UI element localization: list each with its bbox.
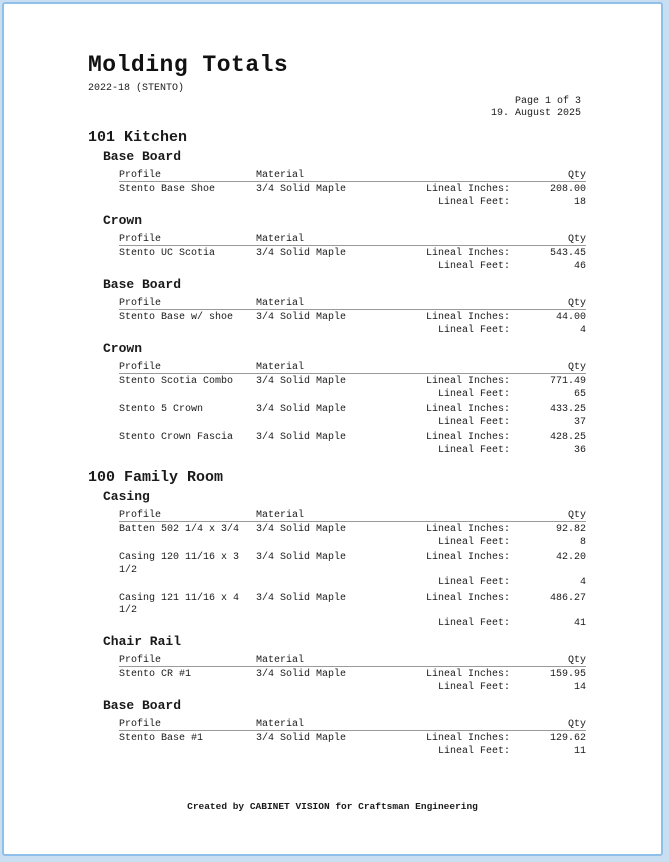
table-row: [119, 669, 586, 694]
lineal-inches-value: 433.25: [549, 404, 586, 415]
group-heading: Base Board: [103, 277, 182, 292]
row-line-feet: [119, 537, 586, 550]
profile-cell: Stento Base w/ shoe: [119, 312, 234, 323]
lineal-feet-value: 14: [573, 681, 586, 693]
group-heading: Casing: [103, 489, 150, 504]
material-cell: 3/4 Solid Maple: [256, 404, 347, 415]
lineal-inches-label: Lineal Inches:: [425, 184, 510, 195]
table-header: [119, 167, 586, 182]
row-line-inches: [119, 312, 586, 325]
profile-cell: Stento Crown Fascia: [119, 432, 234, 443]
row-line-feet: [119, 682, 586, 695]
lineal-feet-label: Lineal Feet:: [437, 536, 510, 548]
row-line-inches: [119, 404, 586, 417]
table-header: [119, 295, 586, 310]
column-header-material: Material: [256, 719, 305, 730]
group-heading: Base Board: [103, 149, 182, 164]
material-cell: 3/4 Solid Maple: [256, 184, 347, 195]
lineal-feet-label: Lineal Feet:: [437, 324, 510, 336]
row-line-inches: [119, 184, 586, 197]
material-cell: 3/4 Solid Maple: [256, 524, 347, 535]
profile-cell: Stento 5 Crown: [119, 404, 204, 415]
column-header-material: Material: [256, 234, 305, 245]
lineal-inches-label: Lineal Inches:: [425, 404, 510, 415]
row-line-feet: [119, 577, 586, 590]
table-row: [119, 248, 586, 273]
lineal-inches-value: 771.49: [549, 376, 586, 387]
molding-table: [119, 652, 586, 694]
column-header-material: Material: [256, 170, 305, 181]
material-cell: 3/4 Solid Maple: [256, 312, 347, 323]
group-heading: Crown: [103, 213, 143, 228]
column-header-qty: Qty: [567, 170, 586, 181]
table-header: [119, 716, 586, 731]
lineal-inches-label: Lineal Inches:: [425, 592, 510, 604]
report-content: [88, 127, 586, 761]
column-header-qty: Qty: [567, 719, 586, 730]
column-header-qty: Qty: [567, 655, 586, 666]
row-line-inches: [119, 669, 586, 682]
table-header: [119, 507, 586, 522]
lineal-inches-value: 129.62: [549, 733, 586, 744]
material-cell: 3/4 Solid Maple: [256, 669, 347, 680]
lineal-feet-label: Lineal Feet:: [437, 681, 510, 693]
profile-cell: Casing 121 11/16 x 4 1/2: [119, 592, 240, 616]
row-line-feet: [119, 197, 586, 210]
column-header-profile: Profile: [119, 510, 162, 521]
table-header: [119, 231, 586, 246]
material-cell: 3/4 Solid Maple: [256, 376, 347, 387]
row-line-feet: [119, 417, 586, 430]
row-line-inches: [119, 376, 586, 389]
row-line-feet: [119, 261, 586, 274]
report-window: [2, 2, 663, 856]
row-line-inches: [119, 432, 586, 445]
profile-cell: Stento Base #1: [119, 733, 204, 744]
room-heading: 101 Kitchen: [88, 129, 188, 146]
report-title: Molding Totals: [88, 52, 289, 78]
lineal-inches-value: 42.20: [555, 552, 586, 563]
lineal-inches-value: 486.27: [549, 592, 586, 604]
column-header-profile: Profile: [119, 170, 162, 181]
row-line-feet: [119, 445, 586, 458]
lineal-feet-label: Lineal Feet:: [437, 196, 510, 208]
lineal-feet-value: 36: [573, 444, 586, 456]
lineal-inches-label: Lineal Inches:: [425, 376, 510, 387]
profile-cell: Batten 502 1/4 x 3/4: [119, 524, 240, 535]
material-cell: 3/4 Solid Maple: [256, 592, 347, 604]
row-line-inches: [119, 552, 586, 577]
material-cell: 3/4 Solid Maple: [256, 432, 347, 443]
group-heading: Crown: [103, 341, 143, 356]
lineal-feet-label: Lineal Feet:: [437, 260, 510, 272]
report-date: 19. August 2025: [490, 108, 581, 119]
table-row: [119, 552, 586, 590]
lineal-feet-label: Lineal Feet:: [437, 577, 510, 588]
lineal-feet-label: Lineal Feet:: [437, 388, 510, 400]
report-footer: Created by CABINET VISION for Craftsman Engineering: [187, 801, 478, 812]
profile-cell: Casing 120 11/16 x 3 1/2: [119, 552, 240, 576]
group-heading: Chair Rail: [103, 634, 182, 649]
table-row: [119, 593, 586, 631]
table-header: [119, 359, 586, 374]
profile-cell: Stento UC Scotia: [119, 248, 216, 259]
column-header-material: Material: [256, 298, 305, 309]
table-row: [119, 184, 586, 209]
group-heading: Base Board: [103, 698, 182, 713]
row-line-feet: [119, 389, 586, 402]
profile-cell: Stento CR #1: [119, 669, 192, 680]
material-cell: 3/4 Solid Maple: [256, 248, 347, 259]
row-line-inches: [119, 593, 586, 618]
table-row: [119, 312, 586, 337]
molding-table: [119, 359, 586, 457]
lineal-feet-value: 65: [573, 388, 586, 400]
molding-table: [119, 167, 586, 209]
column-header-material: Material: [256, 362, 305, 373]
lineal-feet-value: 8: [579, 536, 586, 548]
profile-cell: Stento Scotia Combo: [119, 376, 234, 387]
column-header-profile: Profile: [119, 362, 162, 373]
table-row: [119, 432, 586, 457]
column-header-profile: Profile: [119, 298, 162, 309]
lineal-feet-value: 37: [573, 416, 586, 428]
lineal-inches-value: 543.45: [549, 248, 586, 259]
row-line-inches: [119, 248, 586, 261]
column-header-qty: Qty: [567, 510, 586, 521]
lineal-inches-label: Lineal Inches:: [425, 669, 510, 680]
profile-cell: Stento Base Shoe: [119, 184, 216, 195]
lineal-feet-value: 41: [573, 617, 586, 629]
column-header-profile: Profile: [119, 234, 162, 245]
material-cell: 3/4 Solid Maple: [256, 552, 347, 563]
table-header: [119, 652, 586, 667]
lineal-feet-value: 4: [579, 324, 586, 336]
column-header-qty: Qty: [567, 234, 586, 245]
lineal-feet-label: Lineal Feet:: [437, 617, 510, 629]
column-header-profile: Profile: [119, 719, 162, 730]
table-row: [119, 376, 586, 401]
column-header-profile: Profile: [119, 655, 162, 666]
column-header-material: Material: [256, 510, 305, 521]
lineal-inches-value: 428.25: [549, 432, 586, 443]
lineal-inches-label: Lineal Inches:: [425, 432, 510, 443]
row-line-feet: [119, 325, 586, 338]
report-subtitle: 2022-18 (STENTO): [88, 83, 185, 94]
row-line-feet: [119, 746, 586, 759]
table-row: [119, 404, 586, 429]
lineal-feet-label: Lineal Feet:: [437, 444, 510, 456]
column-header-qty: Qty: [567, 362, 586, 373]
report-page: [4, 4, 661, 854]
lineal-feet-value: 46: [573, 260, 586, 272]
lineal-inches-label: Lineal Inches:: [425, 312, 510, 323]
lineal-feet-label: Lineal Feet:: [437, 745, 510, 757]
row-line-feet: [119, 618, 586, 631]
molding-table: [119, 507, 586, 630]
lineal-inches-label: Lineal Inches:: [425, 248, 510, 259]
table-row: [119, 524, 586, 549]
lineal-feet-value: 11: [573, 745, 586, 757]
lineal-inches-value: 208.00: [549, 184, 586, 195]
material-cell: 3/4 Solid Maple: [256, 733, 347, 744]
row-line-inches: [119, 733, 586, 746]
molding-table: [119, 231, 586, 273]
room-heading: 100 Family Room: [88, 469, 224, 486]
lineal-inches-label: Lineal Inches:: [425, 524, 510, 535]
page-info: [491, 96, 581, 120]
column-header-qty: Qty: [567, 298, 586, 309]
molding-table: [119, 716, 586, 758]
molding-table: [119, 295, 586, 337]
lineal-inches-value: 44.00: [555, 312, 586, 323]
lineal-inches-value: 159.95: [549, 669, 586, 680]
column-header-material: Material: [256, 655, 305, 666]
lineal-inches-label: Lineal Inches:: [425, 733, 510, 744]
row-line-inches: [119, 524, 586, 537]
page-number: Page 1 of 3: [514, 96, 581, 107]
lineal-inches-label: Lineal Inches:: [425, 552, 510, 563]
lineal-feet-label: Lineal Feet:: [437, 416, 510, 428]
table-row: [119, 733, 586, 758]
lineal-feet-value: 4: [579, 577, 586, 588]
lineal-inches-value: 92.82: [555, 524, 586, 535]
lineal-feet-value: 18: [573, 196, 586, 208]
